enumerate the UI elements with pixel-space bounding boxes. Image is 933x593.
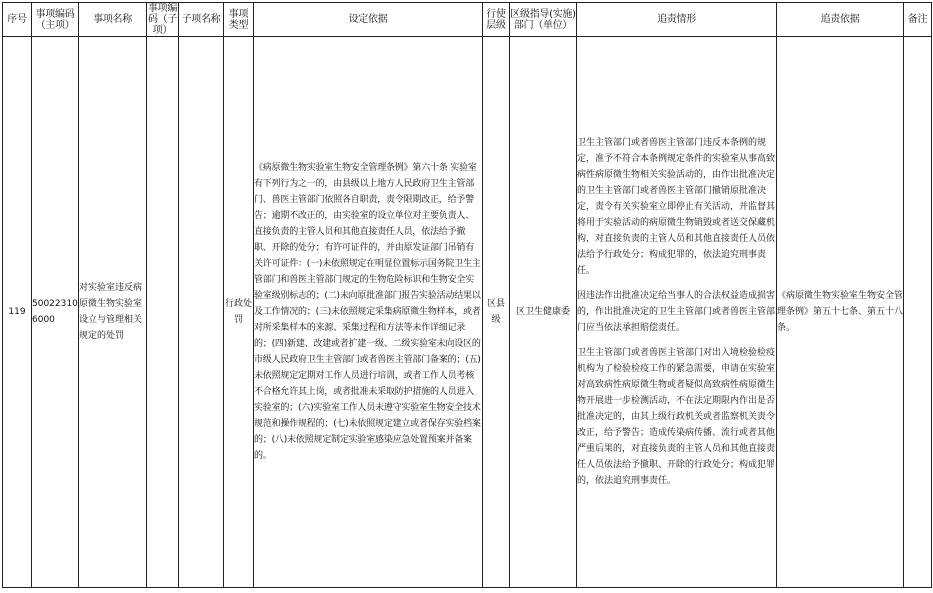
cell-code-main: 500223106000 [32,37,79,588]
cell-legal-basis: 《病原微生物实验室生物安全管理条例》第六十条 实验室有下列行为之一的，由县级以上地方人民政府卫生主管部门、兽医主管部门依照各自职责，责令限期改正，给予警告；逾期不改正的，由实验室的设立单位对主要负责人、直接负责的主管人员和其他直接责任人员，依法给予撤职、开除的处分；有许可证件的，并由原发证部门吊销有关许可证件：(一)未依照规定在明显位置标示国务院卫生主管部门和兽医主管部门规定的生物危险标识和生物安全实验室级别标志的；(二)未向原批准部门报告实验活动结果以及工作情况的；(三)未依照规定采集病原微生物样本，或者对所采集样本的来源、采集过程和方法等未作详细记录的；(四)新建、改建或者扩建一级、二级实验室未向设区的市级人民政府卫生主管部门或者兽医主管部门备案的；(五)未依照规定定期对工作人员进行培训，或者工作人员考核不合格允许其上岗，或者批准未采取防护措施的人员进入实验室的；(六)实验室工作人员未遵守实验室生物安全技术规范和操作规程的；(七)未依照规定建立或者保存实验档案的；(八)未依照规定制定实验室感染应急处置预案并备案的。 [254,37,483,588]
cell-department: 区卫生健康委 [510,37,577,588]
header-sub-name: 子项名称 [179,3,224,37]
cell-type: 行政处罚 [224,37,254,588]
pursuit-paragraph: 卫生主管部门或者兽医主管部门对出入境检验检疫机构为了检验检疫工作的紧急需要，申请在实验室对高致病性病原微生物或者疑似高致病性病原微生物开展进一步检测活动，不在法定期限内作出是否批准决定的，由其上级行政机关或者监察机关责令改正，给予警告；造成传染病传播、流行或者其他严重后果的，对直接负责的主管人员和其他直接责任人员依法给予撤职、开除的行政处分；构成犯罪的，依法追究刑事责任。 [577,348,776,486]
header-code-main: 事项编码（主项） [32,3,79,37]
cell-remark [904,37,932,588]
cell-pursuit [577,37,777,588]
cell-name: 对实验室违反病原微生物实验室设立与管理相关规定的处罚 [79,37,147,588]
header-row [3,3,932,37]
table-row [3,37,932,588]
header-pursuit: 追责情形 [577,3,777,37]
header-type: 事项类型 [224,3,254,37]
header-department: 区级指导(实施)部门（单位） [510,3,577,37]
accountability-table [2,2,932,588]
header-pursuit-basis: 追责依据 [777,3,904,37]
cell-seq: 119 [3,37,32,588]
cell-code-sub [147,37,179,588]
pursuit-paragraph: 卫生主管部门或者兽医主管部门违反本条例的规定，准予不符合本条例规定条件的实验室从事高致病性病原微生物相关实验活动的，由作出批准决定的卫生主管部门或者兽医主管部门撤销原批准决定，责令有关实验室立即停止有关活动，并监督其将用于实验活动的病原微生物销毁或者送交保藏机构，对直接负责的主管人员和其他直接责任人员依法给予行政处分；构成犯罪的，依法追究刑事责任。 [577,138,776,276]
header-code-sub: 事项编码（子项） [147,3,178,36]
header-name: 事项名称 [79,3,147,37]
cell-sub-name [179,37,224,588]
cell-level: 区县级 [483,37,510,588]
header-legal-basis: 设定依据 [254,3,483,37]
header-seq: 序号 [3,3,32,37]
cell-pursuit-basis: 《病原微生物实验室生物安全管理条例》第五十七条、第五十八条。 [777,37,904,588]
pursuit-paragraph: 因违法作出批准决定给当事人的合法权益造成损害的，作出批准决定的卫生主管部门或者兽医主管部门应当依法承担赔偿责任。 [577,291,776,333]
header-level: 行使层级 [483,3,510,37]
header-remark: 备注 [904,3,932,37]
